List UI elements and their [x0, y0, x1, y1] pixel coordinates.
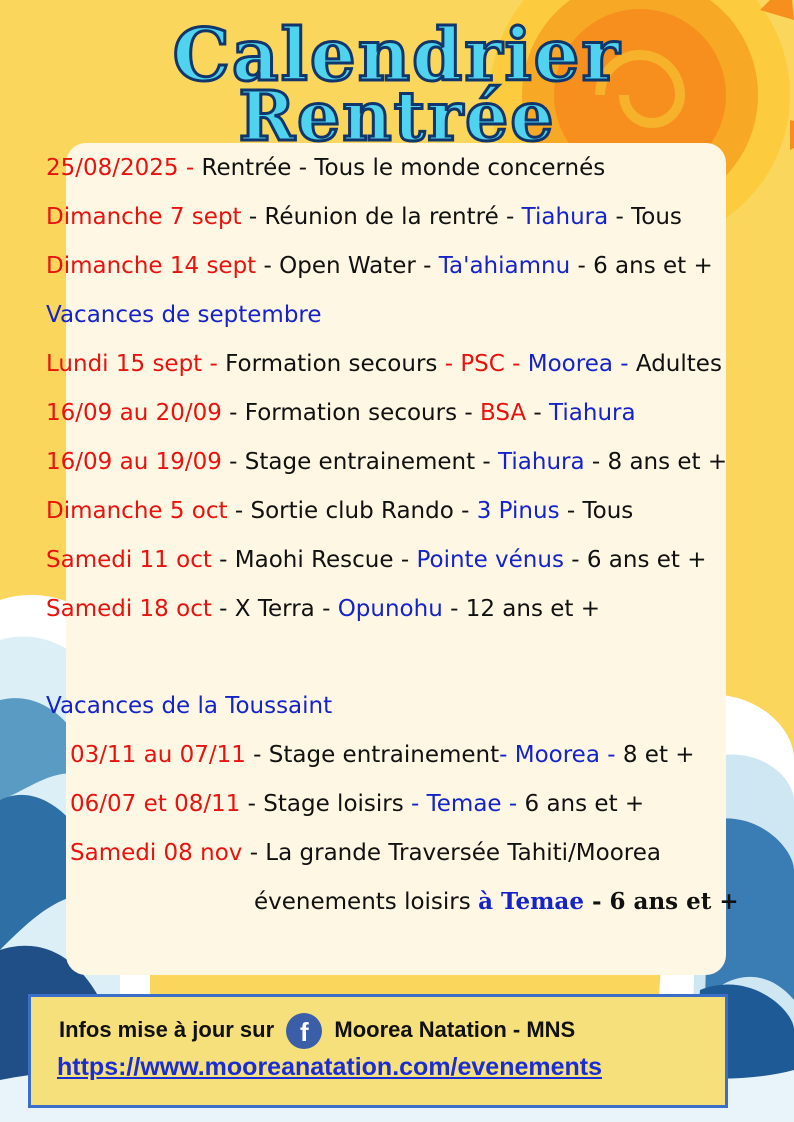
facebook-page-name: Moorea Natation - MNS — [334, 1016, 576, 1042]
event-text: à Temae — [478, 888, 584, 915]
event-text: - Sortie club Rando - — [227, 498, 477, 524]
event-row — [46, 594, 600, 624]
event-text: - Temae - — [411, 791, 525, 817]
info-box — [28, 994, 728, 1108]
event-row — [46, 447, 727, 477]
event-row — [70, 789, 644, 819]
event-text: - Moorea - — [499, 742, 623, 768]
event-text: 06/07 et 08/11 — [70, 791, 241, 817]
event-text: Formation secours — [225, 351, 445, 377]
event-text: - Réunion de la rentré - — [241, 204, 522, 230]
event-text: Pointe vénus — [416, 547, 564, 573]
event-text: 25/08/2025 — [46, 155, 179, 181]
info-prefix: Infos mise à jour sur — [59, 1016, 275, 1042]
event-text: 8 et + — [622, 742, 695, 768]
info-line — [59, 1013, 575, 1049]
title-line-2: Rentrée — [238, 77, 556, 157]
event-text: - La grande Traversée Tahiti/Moorea — [242, 840, 661, 866]
event-text: - Formation secours - — [221, 400, 480, 426]
event-text: - Open Water - — [256, 253, 439, 279]
title-line-1: Calendrier — [172, 12, 622, 97]
event-row — [46, 496, 633, 526]
event-text: Adultes — [635, 351, 722, 377]
event-text: évenements loisirs — [254, 889, 479, 915]
event-text: - — [526, 400, 550, 426]
event-text: - Tous — [608, 204, 682, 230]
event-text: Ta'ahiamnu — [438, 253, 571, 279]
event-text: 03/11 au 07/11 — [70, 742, 246, 768]
event-text: - 6 ans et + — [563, 547, 707, 573]
event-text: - Stage entrainement — [245, 742, 500, 768]
event-text: - 6 ans et + — [570, 253, 713, 279]
event-row — [70, 740, 695, 770]
event-text: - 12 ans et + — [442, 596, 600, 622]
event-text: 16/09 au 20/09 — [46, 400, 222, 426]
event-text: BSA — [479, 400, 527, 426]
event-text: - Stage loisirs — [240, 791, 412, 817]
event-row — [46, 545, 707, 575]
event-text: Dimanche 14 sept — [46, 253, 257, 279]
event-text: - 8 ans et + — [584, 449, 728, 475]
event-text: Tiahura — [521, 204, 609, 230]
event-text: Vacances de la Toussaint — [46, 693, 333, 719]
event-text: - 6 ans et + — [583, 888, 739, 915]
event-text: - — [178, 155, 202, 181]
event-row — [46, 202, 682, 232]
event-text: 3 Pinus — [476, 498, 560, 524]
event-text: Dimanche 7 sept — [46, 204, 242, 230]
event-text: - X Terra - — [211, 596, 338, 622]
event-text: Opunohu — [337, 596, 443, 622]
event-row — [70, 838, 661, 868]
event-text: Tiahura — [498, 449, 585, 475]
event-text: Samedi 18 oct — [46, 596, 212, 622]
section-heading — [46, 691, 332, 721]
event-text: Rentrée - Tous le monde concernés — [201, 155, 606, 181]
event-text: - PSC - — [444, 351, 528, 377]
event-text: Samedi 08 nov — [70, 840, 243, 866]
event-text: - Tous — [559, 498, 634, 524]
event-row — [46, 251, 713, 281]
event-text: 16/09 au 19/09 — [46, 449, 222, 475]
event-text: Vacances de septembre — [46, 302, 322, 328]
website-link[interactable]: https://www.mooreanatation.com/evenements — [57, 1053, 603, 1081]
event-text: 6 ans et + — [524, 791, 645, 817]
event-text: Tiahura — [549, 400, 636, 426]
facebook-icon[interactable]: f — [286, 1013, 322, 1049]
event-text: Moorea - — [527, 351, 636, 377]
event-text: Samedi 11 oct — [46, 547, 212, 573]
event-text: Lundi 15 sept - — [46, 351, 226, 377]
event-text: - Stage entrainement - — [221, 449, 499, 475]
section-heading — [46, 300, 322, 330]
event-text: Dimanche 5 oct — [46, 498, 228, 524]
event-row-continuation — [254, 887, 739, 917]
event-row — [46, 349, 722, 379]
event-row — [46, 153, 605, 183]
event-row — [46, 398, 636, 428]
event-text: - Maohi Rescue - — [211, 547, 417, 573]
